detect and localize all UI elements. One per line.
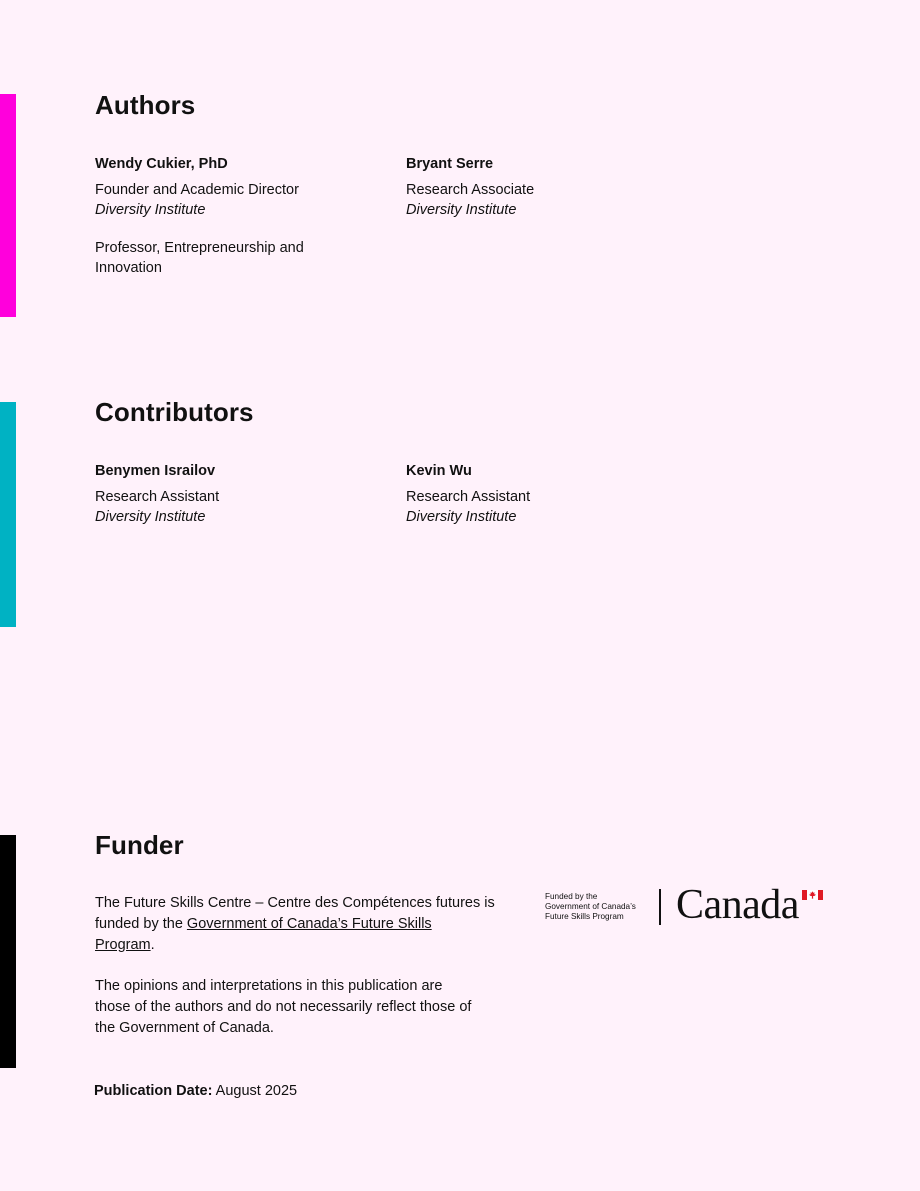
contributor-role: Research Assistant bbox=[406, 489, 531, 505]
author-card bbox=[406, 154, 686, 220]
publication-date-value: August 2025 bbox=[212, 1083, 298, 1099]
author-role: Research Associate bbox=[406, 182, 535, 198]
contributor-card bbox=[95, 461, 375, 527]
author-name: Wendy Cukier, PhD bbox=[95, 156, 228, 172]
author-organization: Diversity Institute bbox=[95, 202, 206, 218]
logo-caption bbox=[545, 892, 655, 922]
contributor-role: Research Assistant bbox=[95, 489, 220, 505]
funder-accent-bar bbox=[0, 835, 16, 1068]
flag-right-band bbox=[818, 890, 823, 900]
contributor-name: Kevin Wu bbox=[406, 463, 472, 479]
contributor-organization: Diversity Institute bbox=[406, 509, 517, 525]
disclaimer-paragraph: The opinions and interpretations in this publication are those of the authors and do not necessarily reflect those of the Government of Canada. bbox=[95, 978, 472, 1036]
disclaimer bbox=[95, 976, 480, 1039]
publication-date-label: Publication Date: bbox=[94, 1083, 213, 1099]
contributor-card bbox=[406, 461, 686, 527]
canada-flag-icon bbox=[802, 890, 823, 900]
author-secondary-role: Professor, Entrepreneurship and Innovation bbox=[95, 240, 304, 276]
logo-divider bbox=[659, 889, 661, 925]
future-skills-program-link[interactable]: Government of Canada’s Future Skills Program bbox=[95, 916, 432, 953]
author-card bbox=[95, 154, 375, 278]
funding-text-end: . bbox=[150, 937, 155, 953]
government-of-canada-logo bbox=[545, 882, 835, 930]
contributors-heading: Contributors bbox=[95, 397, 254, 427]
author-role: Founder and Academic Director bbox=[95, 182, 299, 198]
author-organization: Diversity Institute bbox=[406, 202, 517, 218]
logo-caption-line: Funded by the bbox=[545, 892, 598, 901]
logo-caption-line: Future Skills Program bbox=[545, 912, 624, 921]
contributor-name: Benymen Israilov bbox=[95, 463, 216, 479]
funder-statement bbox=[95, 893, 495, 956]
contributor-organization: Diversity Institute bbox=[95, 509, 206, 525]
funding-text: The Future Skills Centre – Centre des Compétences futures is funded by the bbox=[95, 895, 495, 932]
contributors-accent-bar bbox=[0, 402, 16, 627]
funder-heading: Funder bbox=[95, 830, 184, 860]
canada-wordmark: Canada bbox=[676, 882, 799, 928]
author-name: Bryant Serre bbox=[406, 156, 494, 172]
logo-caption-line: Government of Canada’s bbox=[545, 902, 636, 911]
authors-accent-bar bbox=[0, 94, 16, 317]
flag-left-band bbox=[802, 890, 807, 900]
funding-paragraph bbox=[95, 893, 495, 956]
publication-date bbox=[94, 1081, 297, 1101]
authors-heading: Authors bbox=[95, 90, 196, 120]
